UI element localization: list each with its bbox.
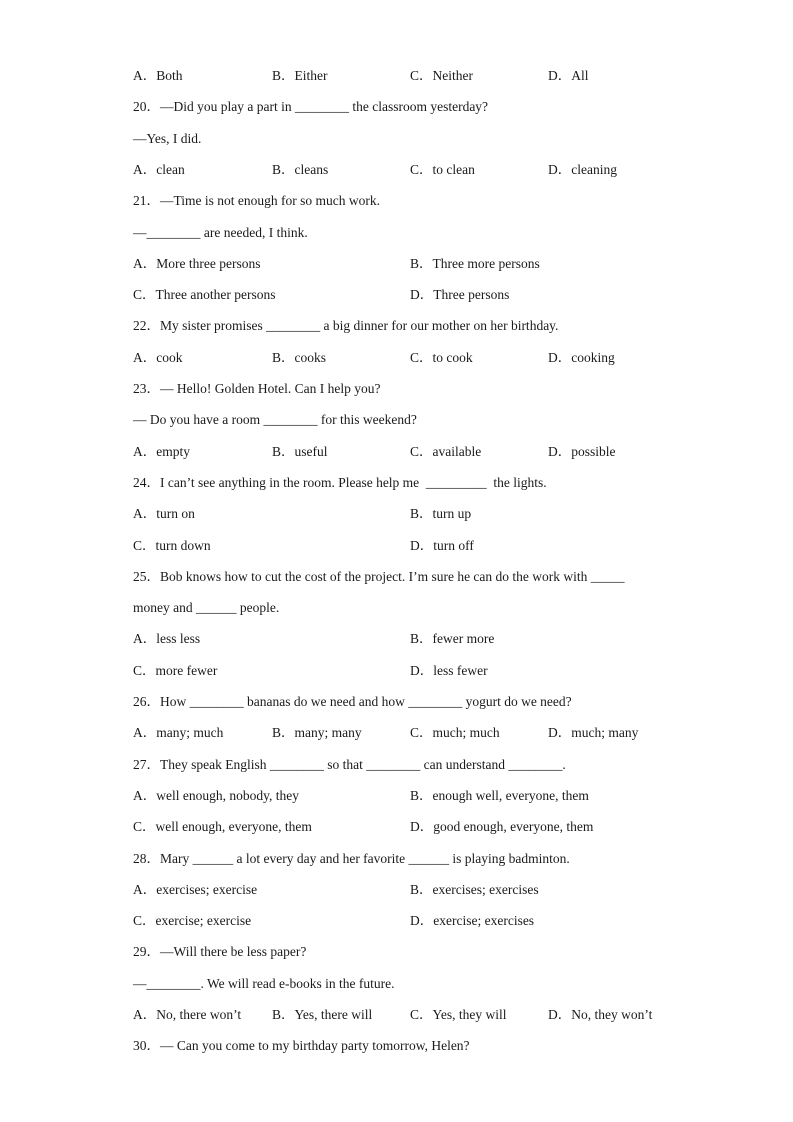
answer-option: B．exercises; exercises [410, 882, 539, 897]
question-text-line: —Yes, I did. [133, 131, 202, 146]
answer-option: A．turn on [133, 506, 195, 521]
question-text-line: 27．They speak English ________ so that ________ can understand ________. [133, 757, 566, 772]
answer-option: C．turn down [133, 538, 211, 553]
answer-option: D．good enough, everyone, them [410, 819, 594, 834]
answer-option: C．well enough, everyone, them [133, 819, 312, 834]
question-text-line: 28．Mary ______ a lot every day and her favorite ______ is playing badminton. [133, 851, 570, 866]
question-text-line: money and ______ people. [133, 600, 280, 615]
answer-option: C．Neither [410, 68, 473, 83]
answer-option: D．turn off [410, 538, 474, 553]
question-text-line: 24．I can’t see anything in the room. Please help me _________ the lights. [133, 475, 547, 490]
question-text-line: 23．— Hello! Golden Hotel. Can I help you? [133, 381, 381, 396]
question-text-line: 22．My sister promises ________ a big dinner for our mother on her birthday. [133, 318, 559, 333]
answer-option: C．more fewer [133, 663, 218, 678]
answer-option: D．No, they won’t [548, 1007, 653, 1022]
question-text-line: —________ are needed, I think. [133, 225, 308, 240]
answer-option: B．turn up [410, 506, 472, 521]
answer-option: C．to cook [410, 350, 473, 365]
answer-option: B．fewer more [410, 631, 495, 646]
question-text-line: — Do you have a room ________ for this weekend? [133, 412, 417, 427]
answer-option: C．to clean [410, 162, 475, 177]
answer-option: C．available [410, 444, 482, 459]
question-text-line: 21．—Time is not enough for so much work. [133, 193, 380, 208]
answer-option: A．well enough, nobody, they [133, 788, 299, 803]
answer-option: B．Either [272, 68, 328, 83]
answer-option: C．Yes, they will [410, 1007, 507, 1022]
answer-option: A．No, there won’t [133, 1007, 242, 1022]
answer-option: D．All [548, 68, 589, 83]
answer-option: B．enough well, everyone, them [410, 788, 589, 803]
answer-option: A．clean [133, 162, 185, 177]
answer-option: B．Yes, there will [272, 1007, 373, 1022]
answer-option: D．much; many [548, 725, 639, 740]
answer-option: C．Three another persons [133, 287, 276, 302]
question-text-line: 29．—Will there be less paper? [133, 944, 307, 959]
answer-option: D．cleaning [548, 162, 617, 177]
answer-option: A．less less [133, 631, 201, 646]
answer-option: A．exercises; exercise [133, 882, 258, 897]
question-text-line: —________. We will read e-books in the future. [133, 976, 395, 991]
answer-option: D．less fewer [410, 663, 488, 678]
question-text-line: 25．Bob knows how to cut the cost of the project. I’m sure he can do the work with _____ [133, 569, 625, 584]
answer-option: B．cleans [272, 162, 329, 177]
answer-option: D．cooking [548, 350, 615, 365]
answer-option: A．More three persons [133, 256, 261, 271]
answer-option: A．Both [133, 68, 183, 83]
question-text-line: 30．— Can you come to my birthday party tomorrow, Helen? [133, 1038, 470, 1053]
answer-option: B．cooks [272, 350, 326, 365]
answer-option: B．useful [272, 444, 328, 459]
answer-option: A．empty [133, 444, 190, 459]
answer-option: C．exercise; exercise [133, 913, 252, 928]
answer-option: D．exercise; exercises [410, 913, 535, 928]
answer-option: B．Three more persons [410, 256, 540, 271]
answer-option: D．possible [548, 444, 616, 459]
question-text-line: 20．—Did you play a part in ________ the classroom yesterday? [133, 99, 489, 114]
answer-option: C．much; much [410, 725, 500, 740]
answer-option: D．Three persons [410, 287, 510, 302]
answer-option: A．many; much [133, 725, 224, 740]
question-text-line: 26．How ________ bananas do we need and how ________ yogurt do we need? [133, 694, 572, 709]
answer-option: B．many; many [272, 725, 362, 740]
answer-option: A．cook [133, 350, 183, 365]
